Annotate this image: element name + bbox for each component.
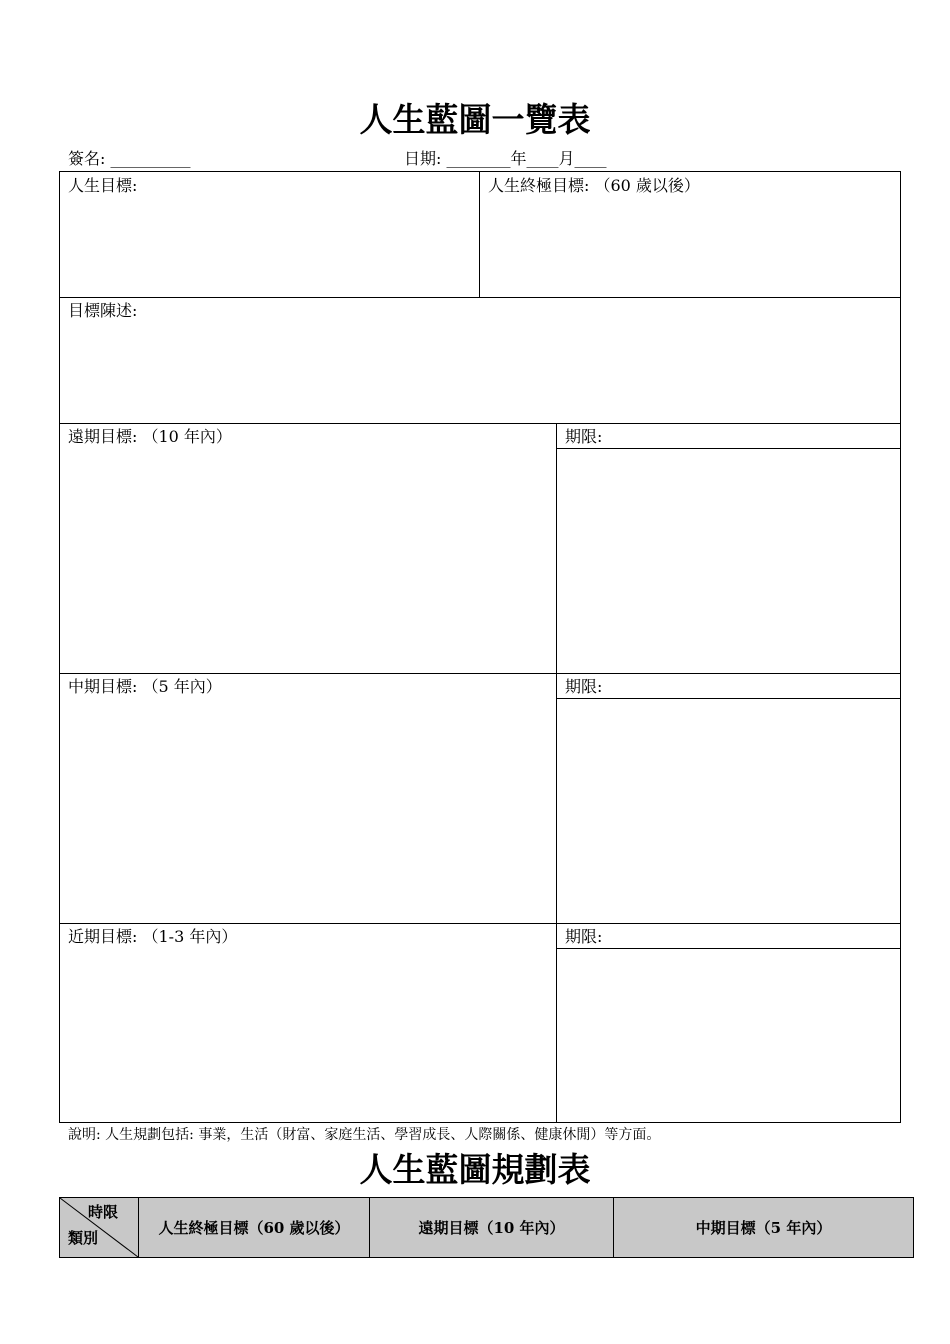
life-goal-input-area[interactable] xyxy=(60,196,478,296)
short-term-deadline-input-area[interactable] xyxy=(558,950,899,1121)
date-field[interactable]: 日期: ________年____月____ xyxy=(404,149,607,168)
short-term-label: 近期目標: （1-3 年內） xyxy=(68,927,238,946)
mid-term-deadline-label: 期限: xyxy=(565,677,603,696)
mid-term-input-area[interactable] xyxy=(60,698,555,922)
mid-term-deadline-input-area[interactable] xyxy=(558,700,899,922)
long-term-input-area[interactable] xyxy=(60,448,555,672)
corner-header-category: 類別 xyxy=(68,1229,99,1247)
explanation-note: 說明: 人生規劃包括: 事業，生活（財富、家庭生活、學習成長、人際關係、健康休閒）等方面。 xyxy=(68,1127,661,1143)
long-term-deadline-input-area[interactable] xyxy=(558,450,899,672)
column-header-ultimate: 人生終極目標（60 歲以後） xyxy=(138,1197,370,1258)
short-term-input-area[interactable] xyxy=(60,948,555,1121)
goals-divider xyxy=(479,171,480,298)
column-header-mid-term: 中期目標（5 年內） xyxy=(613,1197,914,1258)
long-term-divider xyxy=(556,423,557,674)
planning-title: 人生藍圖規劃表 xyxy=(359,1150,591,1189)
signature-field[interactable]: 簽名: __________ xyxy=(68,149,191,168)
life-goal-label: 人生目標: xyxy=(68,176,138,195)
mid-term-divider xyxy=(556,673,557,924)
mid-term-label: 中期目標: （5 年內） xyxy=(68,677,222,696)
long-term-deadline-rule xyxy=(556,448,900,449)
page-title: 人生藍圖一覽表 xyxy=(359,100,591,139)
mid-term-deadline-rule xyxy=(556,698,900,699)
corner-header-cell xyxy=(59,1197,139,1258)
ultimate-goal-input-area[interactable] xyxy=(481,196,899,296)
long-term-deadline-label: 期限: xyxy=(565,427,603,446)
short-term-deadline-rule xyxy=(556,948,900,949)
long-term-label: 遠期目標: （10 年內） xyxy=(68,427,232,446)
goal-statement-input-area[interactable] xyxy=(60,322,900,422)
short-term-divider xyxy=(556,923,557,1123)
goal-statement-label: 目標陳述: xyxy=(68,301,138,320)
ultimate-goal-label: 人生終極目標: （60 歲以後） xyxy=(488,176,700,195)
corner-header-time: 時限 xyxy=(88,1203,119,1221)
short-term-deadline-label: 期限: xyxy=(565,927,603,946)
column-header-long-term: 遠期目標（10 年內） xyxy=(369,1197,614,1258)
